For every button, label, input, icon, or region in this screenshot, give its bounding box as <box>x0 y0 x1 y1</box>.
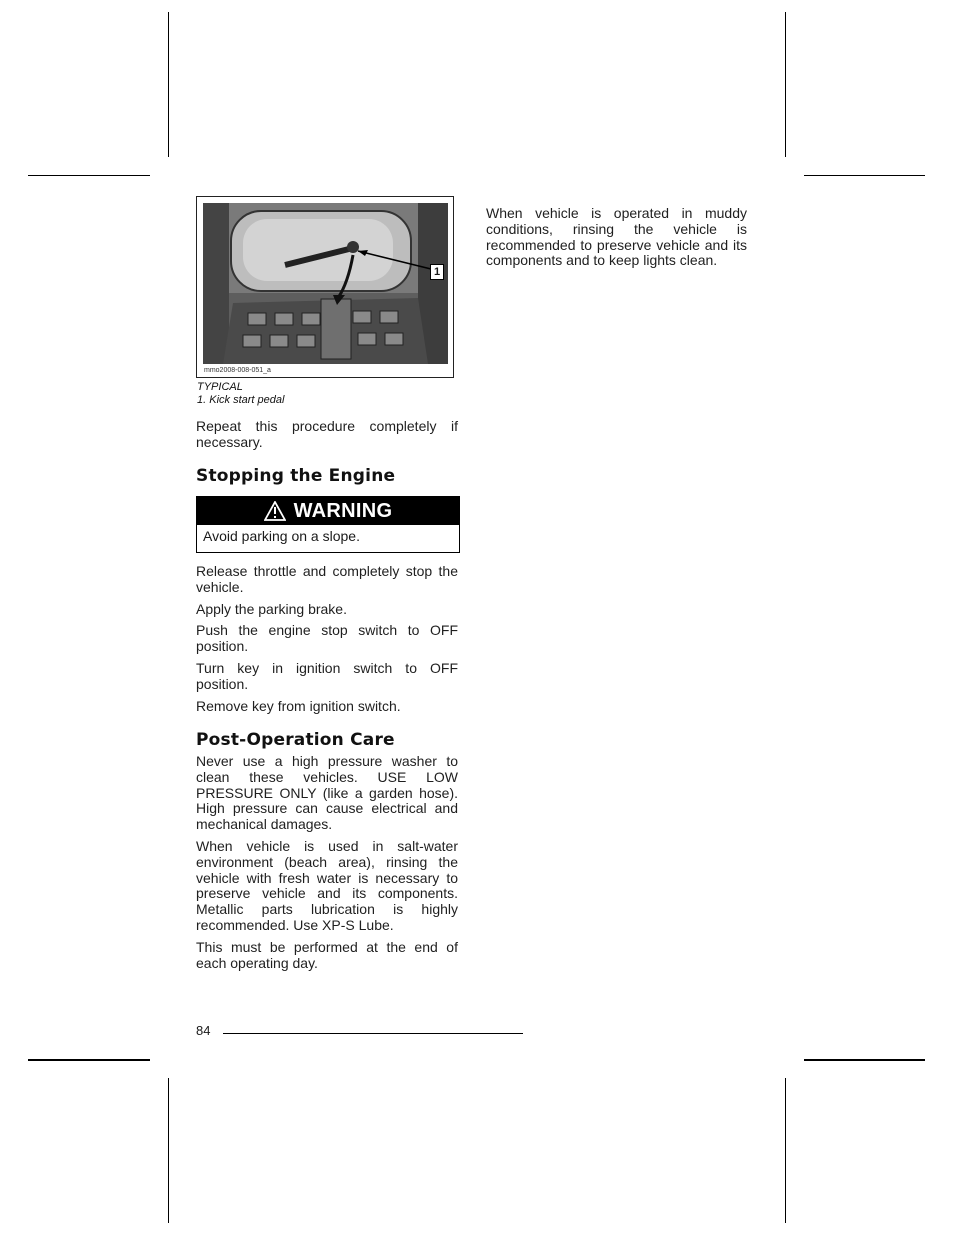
crop-mark <box>785 1078 786 1223</box>
figure-caption-title: TYPICAL <box>197 381 243 393</box>
paragraph-step-4: Turn key in ignition switch to OFF position. <box>196 659 458 692</box>
paragraph-step-5: Remove key from ignition switch. <box>196 697 401 714</box>
paragraph-step-1: Release throttle and completely stop the vehicle. <box>196 563 458 595</box>
left-column <box>196 419 458 451</box>
footer-rule <box>223 1033 523 1034</box>
page-number: 84 <box>196 1023 211 1038</box>
paragraph-salt-water: When vehicle is used in salt-water environment (beach area), rinsing the vehicle with fresh water is necessary to preserve vehicle and its components. Metallic parts lubrication is highly recommended. Use XP-S Lube. <box>196 837 458 933</box>
crop-mark <box>28 175 150 176</box>
figure-caption-item: 1. Kick start pedal <box>197 394 285 406</box>
crop-mark <box>168 1078 169 1223</box>
warning-title: WARNING <box>293 499 393 522</box>
paragraph-muddy: When vehicle is operated in muddy conditions, rinsing the vehicle is recommended to preserve vehicle and its components and to keep lights clean. <box>486 205 747 269</box>
heading-post-operation-care: Post-Operation Care <box>196 730 395 750</box>
heading-stopping-engine: Stopping the Engine <box>196 466 396 486</box>
paragraph-washer: Never use a high pressure washer to clean these vehicles. USE LOW PRESSURE ONLY (like a garden hose). High pressure can cause electrical and mechanical damages. <box>196 753 458 833</box>
right-column <box>486 206 747 269</box>
figure-kick-start <box>196 196 454 378</box>
crop-mark <box>168 12 169 157</box>
paragraph-repeat: Repeat this procedure completely if necessary. <box>196 418 458 450</box>
paragraph-step-3: Push the engine stop switch to OFF position. <box>196 622 458 655</box>
warning-box <box>196 496 460 553</box>
paragraph-daily: This must be performed at the end of each operating day. <box>196 938 458 971</box>
callout-number: 1 <box>430 264 444 280</box>
crop-mark <box>785 12 786 157</box>
warning-header <box>197 497 459 525</box>
crop-mark <box>804 175 925 176</box>
post-operation-text <box>196 754 458 971</box>
kick-start-photo <box>203 203 448 364</box>
warning-triangle-icon <box>264 501 286 521</box>
crop-mark <box>804 1059 925 1061</box>
crop-mark <box>28 1059 150 1061</box>
figure-code: mmo2008-008-051_a <box>204 367 271 374</box>
stopping-steps <box>196 564 458 714</box>
warning-text: Avoid parking on a slope. <box>203 528 360 544</box>
paragraph-step-2: Apply the parking brake. <box>196 600 347 617</box>
